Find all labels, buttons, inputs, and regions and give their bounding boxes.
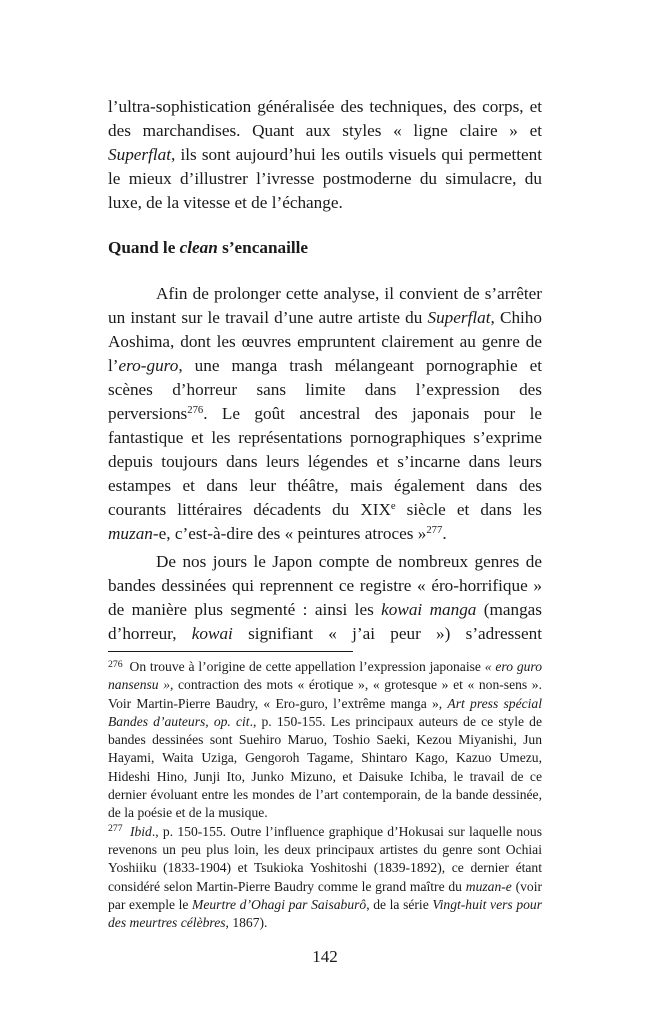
italic-text: muzan	[108, 524, 153, 543]
section-heading-prefix: Quand le	[108, 238, 180, 257]
italic-text: Vingt-huit vers pour des meurtres célèbres	[108, 896, 542, 931]
body-paragraph	[108, 550, 542, 646]
italic-text: kowai	[191, 624, 233, 643]
italic-text: op. cit	[213, 713, 250, 729]
page-number: 142	[312, 947, 338, 966]
text-run: -e, c’est-à-dire des « peintures atroces »	[152, 524, 427, 543]
text-run: De nos jours le Japon compte de nombreux genres de bandes dessinées qui reprennent ce registre « éro-horrifique » de manière plus segmenté : ainsi les	[108, 552, 542, 619]
footnote-reference: 276	[187, 405, 204, 417]
text-run: ., p. 150-155. Les principaux auteurs de ce style de bandes dessinées sont Suehiro Maruo, Toshio Saeki, Kezou Miyanishi, Jun Hayami, Waita Uziga, Gengoroh Tagame, Shintaro Kago, Kazuo Umezu, Hideshi Hino, Junji Ito, Junko Mizuno, et Daisuke Ichiba, le travail de ce dernier évoluant entre les mondes de l’art contemporain, de la bande dessinée, de la poésie et de la musique.	[108, 713, 543, 821]
italic-text: Art press spécial Bandes d’auteurs	[108, 695, 542, 729]
italic-text: Superflat	[108, 145, 172, 164]
footnote-reference: 277	[426, 525, 443, 537]
text-run: l’ultra-sophistication généralisée des techniques, des corps, et des marchandises. Quant aux styles « ligne claire » et	[108, 97, 542, 140]
paragraph-block	[108, 282, 542, 546]
body-paragraph	[108, 282, 542, 546]
text-run: , Chiho Aoshima, dont les œuvres empruntent clairement au genre de l’	[108, 308, 542, 375]
text-run: ,	[205, 713, 214, 729]
text-run: siècle et dans les	[395, 500, 542, 519]
text-run: , contraction des mots « érotique », « grotesque » et « non-sens ». Voir Martin-Pierre Baudry, « Ero-guro, l’extrême manga »,	[108, 677, 542, 711]
paragraph-continuation	[108, 95, 542, 215]
footnote-body	[108, 659, 542, 820]
footnote-reference: e	[390, 501, 396, 513]
italic-text: muzan-e	[465, 878, 512, 894]
italic-text: Ibid	[129, 823, 152, 839]
text-run: On trouve à l’origine de cette appellation l’expression japonaise	[125, 659, 485, 674]
text-run: , de la série	[366, 896, 433, 912]
text-run: , 1867).	[225, 915, 268, 931]
text-run: , ils sont aujourd’hui les outils visuels qui permettent le mieux d’illustrer l’ivresse postmoderne du simulacre, du luxe, de la vitesse et de l’échange.	[108, 145, 542, 212]
section-heading-italic: clean	[179, 238, 218, 257]
footnote-body	[108, 824, 542, 930]
footnote-separator	[108, 651, 353, 652]
text-run: Afin de prolonger cette analyse, il convient de s’arrêter un instant sur le travail d’une autre artiste du	[108, 284, 542, 327]
text-run: (voir par exemple le	[108, 878, 543, 912]
paragraph-block	[108, 550, 542, 646]
text-run: ., p. 150-155. Outre l’influence graphique d’Hokusai sur laquelle nous revenons un peu plus loin, les deux principaux artistes du genre sont Ochiai Yoshiiku (1833-1904) et Tsukioka Yoshitoshi (1839-1892), ce dernier étant considéré selon Martin-Pierre Baudry comme le grand maître du	[108, 823, 542, 894]
text-run: . Le goût ancestral des japonais pour le fantastique et les représentations pornographiques s’exprime depuis toujours dans leurs légendes et s’incarne dans leurs estampes et dans leur théâtre, mais également dans des courants littéraires décadents du XIX	[108, 404, 542, 519]
footnote-number: 277	[108, 823, 123, 835]
footnote-276	[108, 658, 542, 823]
text-run: (mangas d’horreur,	[108, 600, 543, 643]
footnote-277	[108, 823, 542, 933]
section-heading	[108, 236, 308, 260]
body-paragraph	[108, 95, 542, 215]
text-run: signifiant « j’ai peur ») s’adressent	[232, 624, 542, 643]
italic-text: Meurtre d’Ohagi par Saisaburô	[192, 896, 367, 912]
text-run: .	[442, 524, 447, 543]
italic-text: kowai manga	[381, 600, 477, 619]
footnote-number: 276	[108, 658, 123, 670]
italic-text: Superflat	[427, 308, 491, 327]
italic-text: « ero guro nansensu »	[108, 659, 543, 693]
footnotes	[108, 658, 542, 932]
italic-text: ero-guro	[118, 356, 179, 375]
section-heading-suffix: s’encanaille	[217, 238, 309, 257]
text-run: , une manga trash mélangeant pornographie et scènes d’horreur sans limite dans l’expression des perversions	[108, 356, 542, 423]
